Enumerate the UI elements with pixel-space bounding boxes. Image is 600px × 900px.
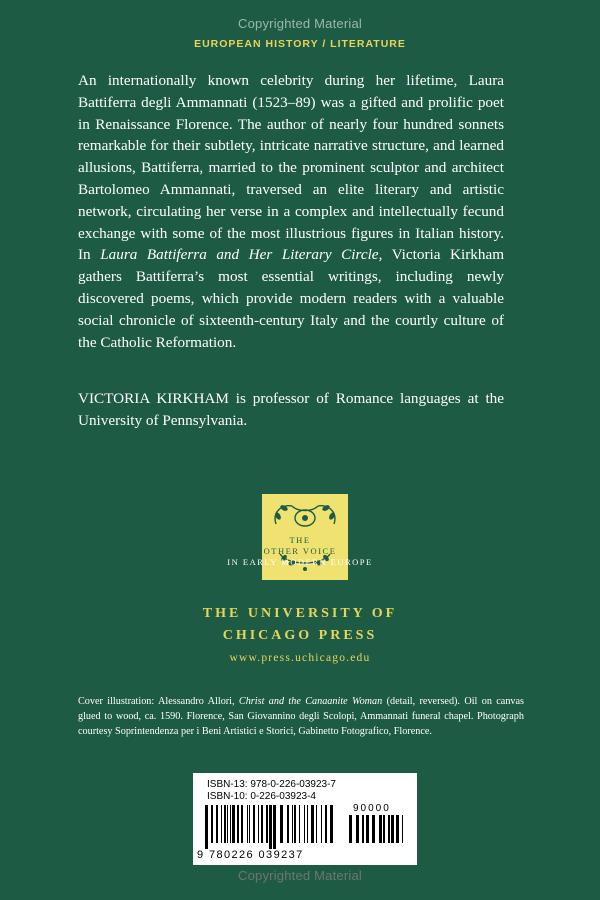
book-title-italic: Laura Battiferra and Her Literary Circle: [100, 246, 379, 264]
barcode-box: [193, 773, 417, 865]
barcode-bar: [372, 815, 375, 843]
barcode-bar: [232, 805, 235, 843]
barcode-bar: [258, 805, 259, 843]
watermark-top: Copyrighted Material: [238, 16, 362, 31]
artwork-title: Christ and the Canaanite Woman: [238, 696, 383, 707]
barcode-bar: [391, 815, 394, 843]
ean-number: 9 780226 039237: [197, 849, 304, 861]
author-bio: VICTORIA KIRKHAM is professor of Romance languages at the University of Pennsylvania.: [78, 390, 504, 429]
barcode-bar: [325, 805, 327, 843]
isbn-13: ISBN-13: 978-0-226-03923-7: [207, 779, 336, 790]
barcode-bar: [249, 805, 250, 843]
barcode-bar: [402, 815, 403, 843]
isbn-10: ISBN-10: 0-226-03923-4: [207, 791, 316, 802]
barcode-bar: [269, 805, 272, 849]
barcode-bar: [280, 805, 283, 843]
category-label: EUROPEAN HISTORY / LITERATURE: [194, 38, 406, 50]
barcode-bar: [388, 815, 390, 843]
barcode-bar: [261, 805, 263, 843]
barcode-bar: [287, 805, 289, 843]
barcode-bar: [299, 805, 300, 843]
barcode-bar: [216, 805, 218, 843]
barcode-bar: [383, 815, 385, 843]
book-description: [78, 70, 504, 353]
barcode-bar: [241, 805, 243, 843]
price-code: 90000: [353, 803, 391, 814]
description-text-part1: An internationally known celebrity during her lifetime, Laura Battiferra degli Ammannati (1523–89) was a gifted and prolific poet in Renaissance Florence. The author of nearly four hundred sonnets remarkable for their subtlety, intricate narrative structure, and learned allusions, Battiferra, married to the prominent sculptor and architect Bartolomeo Ammannati, traversed an elite literary and artistic network, circulating her verse in a complex and intellectually fecund exchange with some of the most illustrious figures in Italian history. In: [78, 72, 504, 264]
ean-barcode-icon: [205, 805, 337, 851]
addon-barcode-icon: [349, 815, 405, 851]
barcode-bar: [221, 805, 222, 843]
barcode-bar: [247, 805, 248, 843]
barcode-bar: [224, 805, 226, 843]
barcode-bar: [294, 805, 296, 843]
barcode-bar: [321, 805, 322, 843]
barcode-bar: [362, 815, 364, 843]
barcode-bar: [266, 805, 268, 843]
publisher-website: www.press.uchicago.edu: [229, 652, 371, 664]
barcode-bar: [356, 815, 359, 843]
barcode-bar: [211, 805, 213, 843]
barcode-bar: [230, 805, 231, 843]
publisher-name-line-1: THE UNIVERSITY OF: [202, 606, 398, 621]
barcode-bar: [237, 805, 239, 843]
credit-prefix: Cover illustration: Alessandro Allori,: [78, 696, 239, 707]
barcode-bar: [349, 815, 352, 843]
publisher-name-line-2: CHICAGO PRESS: [222, 628, 378, 643]
credit-suffix: (detail, reversed). Oil on canvas glued to wood, ca. 1590. Florence, San Giovannino degli Scolopi, Ammannati funeral chapel. Photograph courtesy Soprintendenza per i Beni Artistici e Storici, Gabinetto Fotografico, Florence.: [78, 696, 524, 737]
watermark-bottom: Copyrighted Material: [238, 868, 362, 883]
barcode-bar: [273, 805, 276, 849]
series-line-3: IN EARLY MODERN EUROPE: [227, 557, 373, 567]
series-line-1: THE: [289, 535, 311, 545]
barcode-bar: [292, 805, 293, 843]
barcode-bar: [379, 815, 382, 843]
barcode-bar: [316, 805, 317, 843]
barcode-bar: [304, 805, 305, 843]
series-line-2: OTHER VOICE: [263, 546, 337, 556]
barcode-bar: [366, 815, 369, 843]
barcode-bar: [311, 805, 314, 843]
cover-illustration-credit: [78, 694, 524, 739]
barcode-bar: [205, 805, 208, 849]
description-text-part2: , Victoria Kirkham gathers Battiferra’s most essential writings, including newly discovered poems, which provide modern readers with a valuable social chronicle of sixteenth-century Italy and the courtly culture of the Catholic Reformation.: [78, 246, 505, 351]
barcode-bar: [253, 805, 255, 843]
barcode-bar: [227, 805, 228, 843]
barcode-bar: [330, 805, 333, 843]
barcode-bar: [307, 805, 308, 843]
barcode-bar: [396, 815, 399, 843]
